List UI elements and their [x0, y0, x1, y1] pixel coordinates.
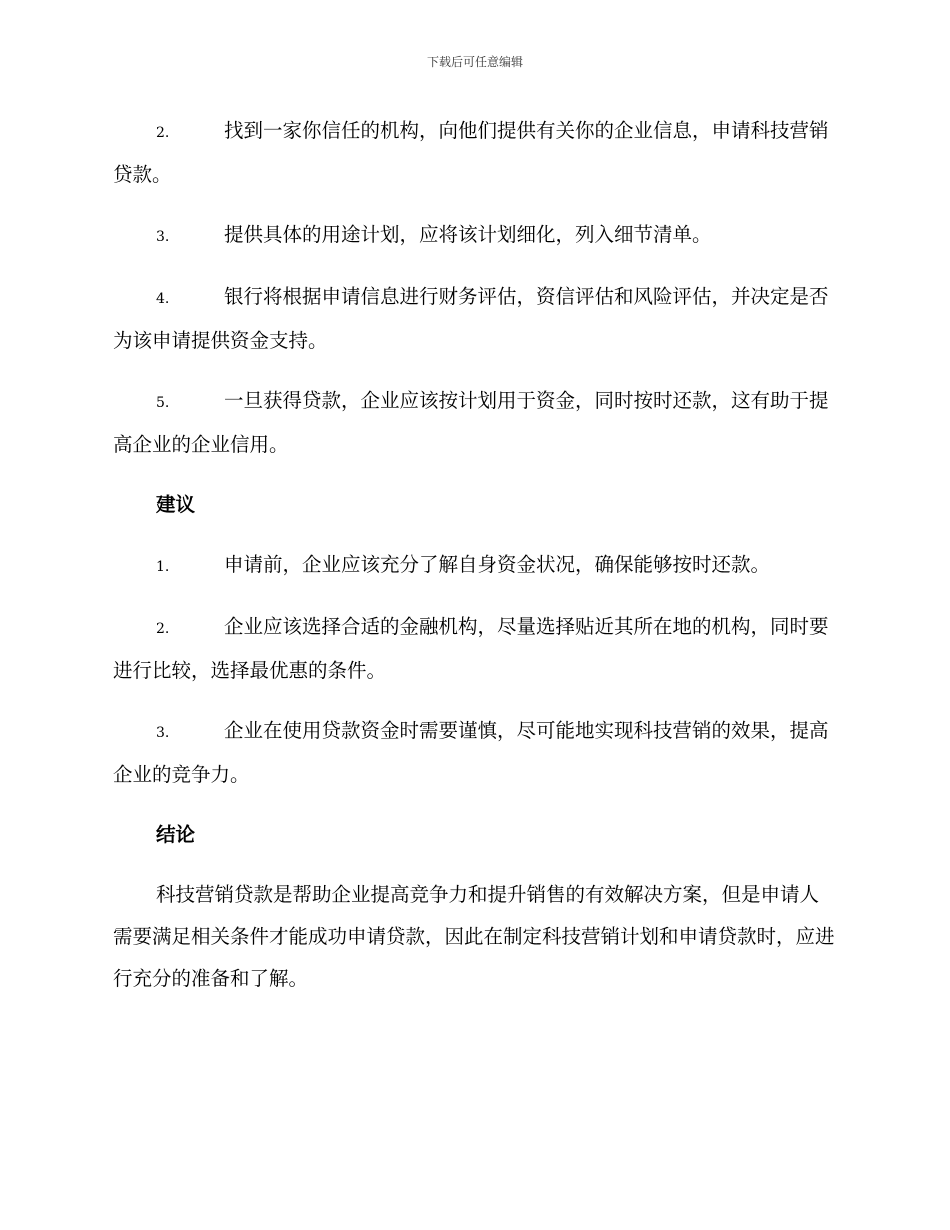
item-text: 一旦获得贷款，企业应该按计划用于资金，同时按时还款，这有助于提高企业的企业信用。: [113, 389, 829, 456]
section-heading-suggestions: 建议: [156, 493, 196, 516]
item-text: 银行将根据申请信息进行财务评估，资信评估和风险评估，并决定是否为该申请提供资金支持。: [113, 285, 829, 352]
item-number: 4.: [156, 291, 170, 307]
suggestion-item: [113, 544, 835, 588]
document-body: [113, 110, 835, 1000]
item-text: 提供具体的用途计划，应将该计划细化，列入细节清单。: [224, 223, 712, 246]
item-number: 3.: [156, 725, 170, 741]
item-text: 企业应该选择合适的金融机构，尽量选择贴近其所在地的机构，同时要进行比较，选择最优惠的条件。: [113, 615, 829, 682]
item-number: 5.: [156, 395, 170, 411]
process-item: [113, 276, 835, 362]
process-item: [113, 110, 835, 196]
item-text: 企业在使用贷款资金时需要谨慎，尽可能地实现科技营销的效果，提高企业的竞争力。: [113, 719, 829, 786]
item-text: 找到一家你信任的机构，向他们提供有关你的企业信息，申请科技营销贷款。: [113, 119, 829, 186]
item-number: 2.: [156, 621, 170, 637]
section-heading-conclusion: 结论: [156, 823, 196, 846]
item-number: 1.: [156, 559, 170, 575]
process-item: [113, 214, 835, 258]
item-number: 2.: [156, 125, 170, 141]
suggestion-item: [113, 606, 835, 692]
process-item: [113, 380, 835, 466]
item-number: 3.: [156, 229, 170, 245]
suggestion-item: [113, 710, 835, 796]
conclusion-paragraph: 科技营销贷款是帮助企业提高竞争力和提升销售的有效解决方案，但是申请人需要满足相关条件才能成功申请贷款，因此在制定科技营销计划和申请贷款时，应进行充分的准备和了解。: [113, 883, 835, 990]
item-text: 申请前，企业应该充分了解自身资金状况，确保能够按时还款。: [224, 553, 771, 576]
page-header: 下载后可任意编辑: [426, 55, 523, 69]
